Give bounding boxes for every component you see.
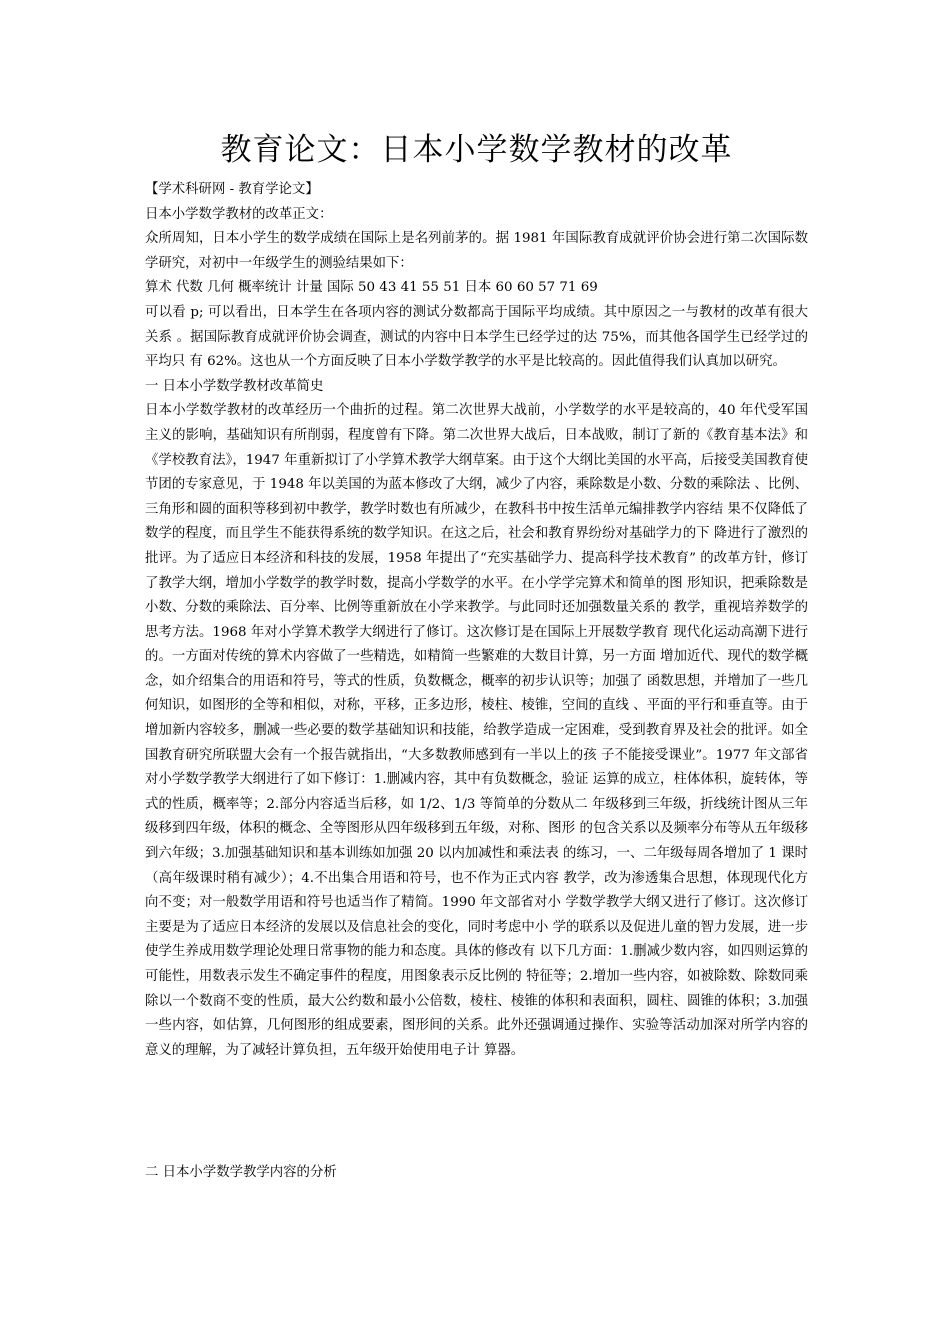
document-title: 教育论文：日本小学数学教材的改革 <box>220 132 733 168</box>
blank-space <box>145 1063 808 1161</box>
section2-heading: 二 日本小学数学教学内容的分析 <box>145 1165 337 1181</box>
source-line: 【学术科研网 - 教育学论文】 <box>145 182 319 197</box>
intro-label: 日本小学数学教材的改革正文： <box>145 206 333 222</box>
analysis-paragraph: 可以看 p; 可以看出，日本学生在各项内容的测试分数都高于国际平均成绩。其中原因之一与教材的改革有很大关系 。据国际教育成就评价协会调查，测试的内容中日本学生已经学过的达 75%，而其他各国学生已经学过的平均只 有 62%。这也从一个方面反映了日本小学数学教学的水平是比较高的。因此值得我们认真加以研究。 <box>145 304 808 370</box>
section1-heading: 一 日本小学数学教材改革简史 <box>145 378 324 394</box>
section1-body: 日本小学数学教材的改革经历一个曲折的过程。第二次世界大战前，小学数学的水平是较高的，40 年代受军国主义的影响，基础知识有所削弱，程度曾有下降。第二次世界大战后，日本战败，制订了新的《教育基本法》和《学校教育法》，1947 年重新拟订了小学算术教学大纲草案。由于这个大纲比美国的水平高，后接受美国教育使节团的专家意见，于 1948 年以美国的为蓝本修改了大纲，减少了内容，乘除数是小数、分数的乘除法 、比例、三角形和圆的面积等移到初中教学，教学时数也有所减少，在教科书中按生活单元编排教学内容结 果不仅降低了数学的程度，而且学生不能获得系统的数学知识。在这之后，社会和教育界纷纷对基础学力的下 降进行了激烈的批评。为了适应日本经济和科技的发展，1958 年提出了“充实基础学力、提高科学技术教育” 的改革方针，修订了教学大纲，增加小学数学的教学时数，提高小学数学的水平。在小学学完算术和简单的图 形知识，把乘除数是小数、分数的乘除法、百分率、比例等重新放在小学来教学。与此同时还加强数量关系的 教学，重视培养数学的思考方法。1968 年对小学算术教学大纲进行了修订。这次修订是在国际上开展数学教育 现代化运动高潮下进行的。一方面对传统的算术内容做了一些精选，如精简一些繁难的大数目计算，另一方面 增加近代、现代的数学概念，如介绍集合的用语和符号，等式的性质，负数概念，概率的初步认识等；加强了 函数思想，并增加了一些几何知识，如图形的全等和相似，对称，平移，正多边形，棱柱、棱锥，空间的直线 、平面的平行和垂直等。由于增加新内容较多，删减一些必要的数学基础知识和技能，给教学造成一定困难，受到教育界及社会的批评。如全国教育研究所联盟大会有一个报告就指出，“大多数教师感到有一半以上的孩 子不能接受课业”。1977 年文部省对小学数学教学大纲进行了如下修订：1.删减内容，其中有负数概念，验证 运算的成立，柱体体积，旋转体，等式的性质，概率等；2.部分内容适当后移，如 1/2、1/3 等简单的分数从二 年级移到三年级，折线统计图从三年级移到四年级，体积的概念、全等图形从四年级移到五年级，对称、图形 的包含关系以及频率分布等从五年级移到六年级；3.加强基础知识和基本训练如加强 20 以内加减性和乘法表 的练习，一、二年级每周各增加了 1 课时（高年级课时稍有减少）；4.不出集合用语和符号，也不作为正式内容 教学，改为渗透集合思想，体现现代化方向不变；对一般数学用语和符号也适当作了精简。1990 年文部省对小 学数学教学大纲又进行了修订。这次修订主要是为了适应日本经济的发展以及信息社会的变化，同时考虑中小 学的联系以及促进儿童的智力发展，进一步使学生养成用数学理论处理日常事物的能力和态度。具体的修改有 以下几方面：1.删减少数内容，如四则运算的可能性，用数表示发生不确定事件的程度，用图象表示反比例的 特征等；2.增加一些内容，如被除数、除数同乘除以一个数商不变的性质，最大公约数和最小公倍数，棱柱、棱锥的体积和表面积，圆柱、圆锥的体积；3.加强一些内容，如估算，几何图形的组成要素，图形间的关系。此外还强调通过操作、实验等活动加深对所学内容的意义的理解，为了减轻计算负担，五年级开始使用电子计 算器。 <box>145 403 808 1058</box>
document-page <box>145 128 808 1186</box>
score-line: 算术 代数 几何 概率统计 计量 国际 50 43 41 55 51 日本 60 60 57 71 69 <box>145 280 598 296</box>
intro-paragraph: 众所周知，日本小学生的数学成绩在国际上是名列前茅的。据 1981 年国际教育成就评价协会进行第二次国际数学研究，对初中一年级学生的测验结果如下： <box>145 231 808 271</box>
